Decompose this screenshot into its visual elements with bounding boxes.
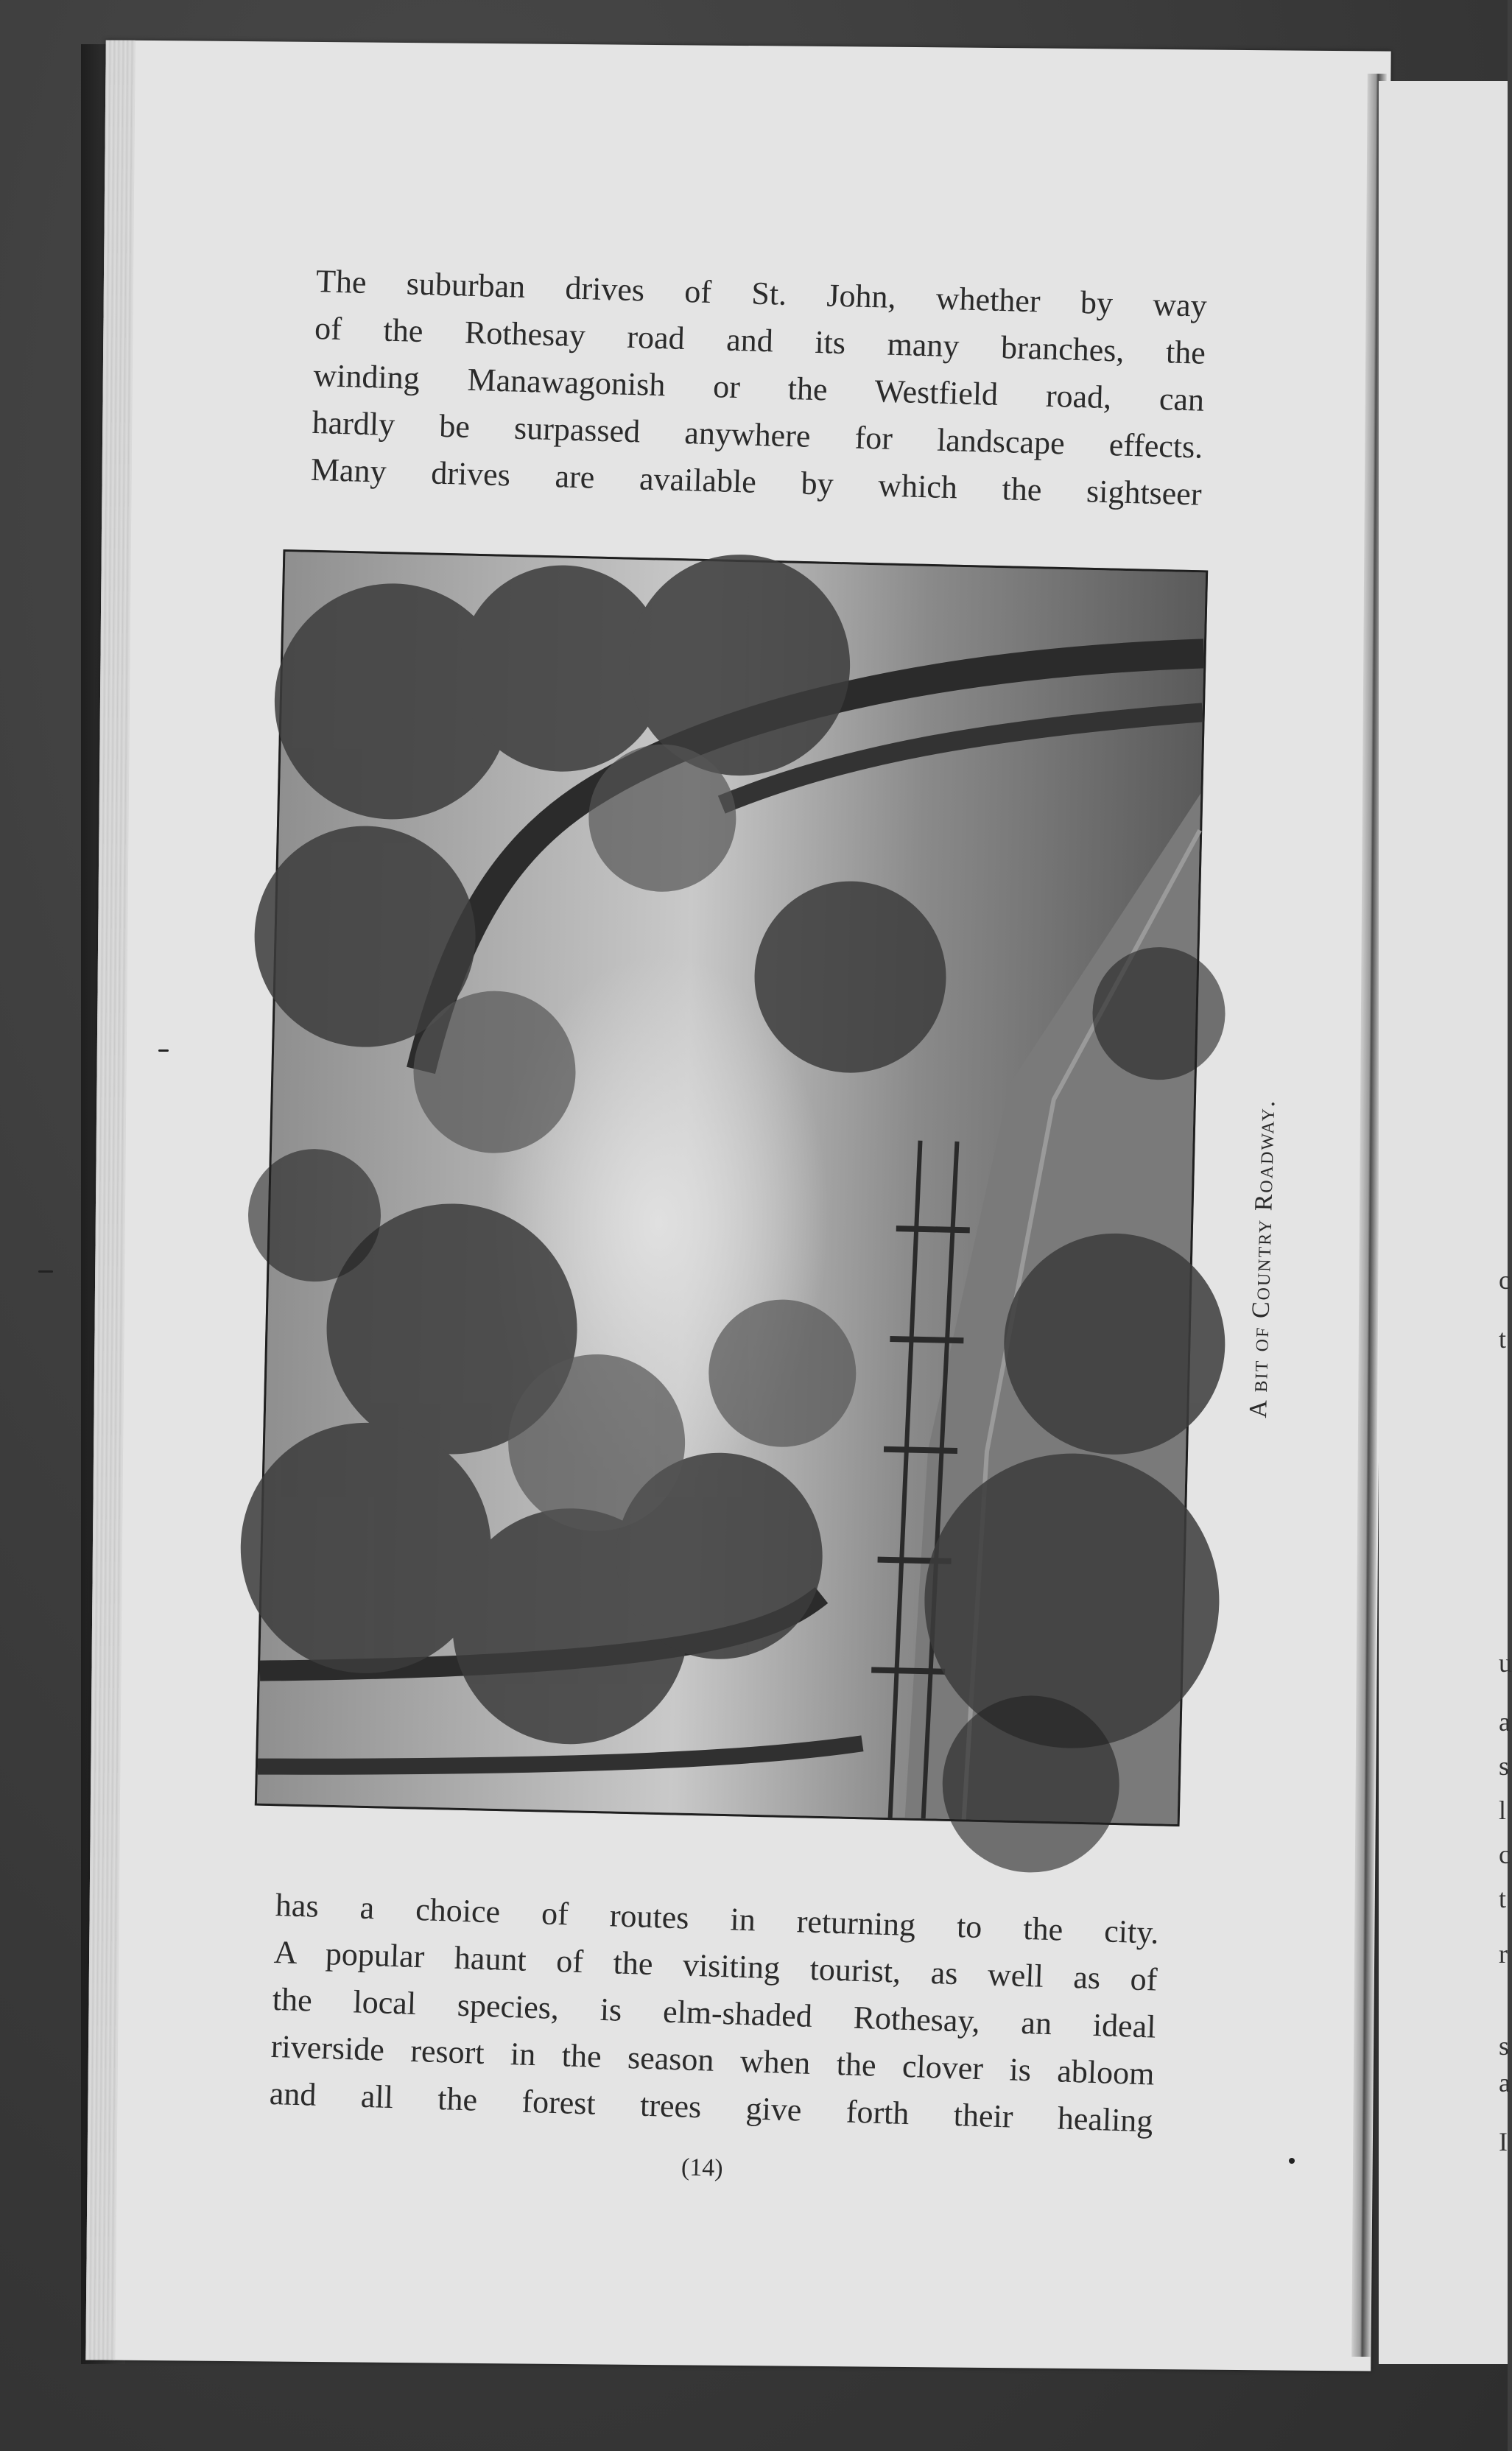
page-number: (14) bbox=[681, 2153, 724, 2182]
right-page-fragment: s bbox=[1499, 2031, 1510, 2061]
right-page-fragment: I bbox=[1499, 2127, 1508, 2156]
text-line: riverside resort in the season when the clover is abloom bbox=[270, 2028, 1156, 2092]
right-page-fragment: s bbox=[1499, 1751, 1510, 1781]
paragraph-bottom bbox=[269, 1882, 1159, 2145]
text-line: and all the forest trees give forth their healing bbox=[269, 2075, 1154, 2139]
text-line: hardly be surpassed anywhere for landscape effects. bbox=[312, 404, 1203, 465]
text-line: A popular haunt of the visiting tourist, as well as of bbox=[273, 1933, 1158, 1998]
text-line: of the Rothesay road and its many branches, the bbox=[314, 309, 1206, 371]
dust-speck bbox=[38, 1270, 53, 1273]
right-page-fragment: a bbox=[1499, 2068, 1511, 2097]
landscape-photo-icon bbox=[257, 552, 1206, 1824]
text-line: winding Manawagonish or the Westfield road, can bbox=[312, 356, 1205, 418]
right-page-fragment: t bbox=[1499, 1884, 1507, 1913]
text-line: has a choice of routes in returning to the city. bbox=[275, 1886, 1160, 1951]
right-page-fragment: l bbox=[1499, 1796, 1507, 1825]
right-page-fragment: a bbox=[1499, 1707, 1511, 1737]
paragraph-top bbox=[310, 258, 1207, 518]
right-page-fragment: t bbox=[1499, 1324, 1507, 1354]
right-page-fragment: c bbox=[1499, 1265, 1511, 1295]
photo-caption: A bit of Country Roadway. bbox=[1245, 1099, 1281, 1418]
dust-speck bbox=[1289, 2158, 1295, 2164]
text-line: The suburban drives of St. John, whether by way bbox=[315, 262, 1208, 324]
right-page-fragment: c bbox=[1499, 1840, 1511, 1869]
right-page-fragment: u bbox=[1499, 1648, 1512, 1678]
text-line: the local species, is elm-shaded Rothesay, an ideal bbox=[272, 1980, 1157, 2045]
roadway-photograph bbox=[255, 549, 1208, 1826]
right-page bbox=[1379, 81, 1508, 2364]
right-page-fragment: r bbox=[1499, 1939, 1508, 1969]
dust-speck bbox=[158, 1049, 169, 1052]
text-line: Many drives are available by which the sightseer bbox=[310, 451, 1203, 513]
